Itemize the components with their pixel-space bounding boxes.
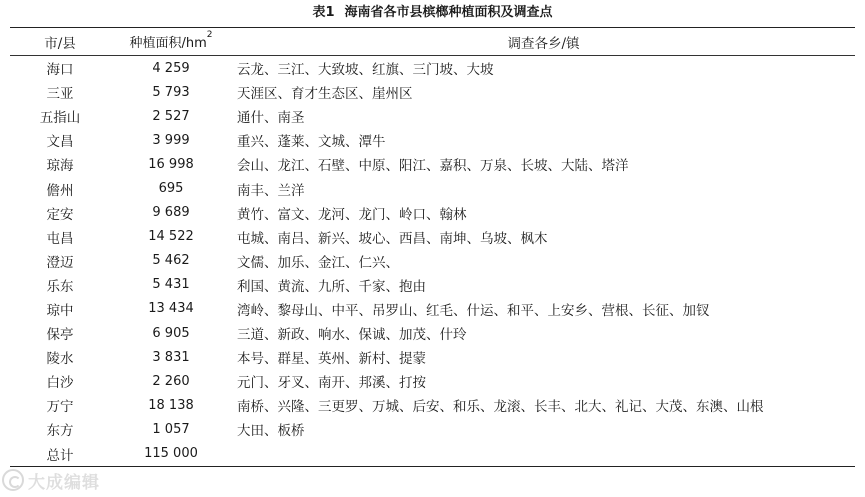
cell-towns: 通什、南圣 [237,110,305,127]
table-row [10,225,855,249]
cell-towns: 南丰、兰洋 [237,182,305,199]
cell-towns [232,442,855,467]
cell-towns: 利国、黄流、九所、千家、抱由 [237,278,426,295]
table-row [10,201,855,225]
cell-area: 14 522 [148,229,194,245]
cell-towns: 大田、板桥 [237,423,305,440]
watermark-logo-icon [2,469,24,491]
table-row [10,321,855,345]
total-row [10,442,855,467]
table-row [10,128,855,152]
cell-city: 琼中 [46,302,74,319]
cell-area: 4 259 [152,60,190,76]
table-row [10,393,855,417]
table-caption [0,3,865,23]
cell-city: 定安 [46,206,74,223]
cell-city: 三亚 [46,86,74,103]
table-row [10,152,855,176]
cell-area: 5 431 [152,277,190,293]
cell-area: 6 905 [152,325,190,341]
cell-city: 海口 [46,62,74,79]
table-row [10,297,855,321]
watermark [2,466,100,494]
cell-area: 3 999 [152,132,190,148]
cell-area: 1 057 [152,421,190,437]
cell-towns: 黄竹、富文、龙河、龙门、岭口、翰林 [237,206,467,223]
cell-area: 13 434 [148,301,194,317]
cell-towns: 重兴、蓬莱、文城、潭牛 [237,134,386,151]
header-city: 市/县 [10,28,110,56]
cell-towns: 会山、龙江、石壁、中原、阳江、嘉积、万泉、长坡、大陆、塔洋 [237,158,629,175]
cell-city: 陵水 [46,351,74,368]
cell-towns: 南桥、兴隆、三更罗、万城、后安、和乐、龙滚、长丰、北大、礼记、大茂、东澳、山根 [237,399,764,416]
cell-area: 18 138 [148,397,194,413]
cell-city: 文昌 [46,134,74,151]
table-row [10,345,855,369]
cell-area: 695 [158,181,184,197]
cell-towns: 屯城、南吕、新兴、坡心、西昌、南坤、乌坡、枫木 [237,230,548,247]
header-area: 种植面积$/hm^2$ [110,28,232,56]
table-row [10,273,855,297]
cell-city: 儋州 [46,182,74,199]
cell-towns: 天涯区、育才生态区、崖州区 [237,86,413,103]
cell-towns: 湾岭、黎母山、中平、吊罗山、红毛、什运、和平、上安乡、营根、长征、加钗 [237,302,710,319]
cell-towns: 元门、牙叉、南开、邦溪、打按 [237,375,426,392]
cell-area: 9 689 [152,205,190,221]
cell-area: 3 831 [152,349,190,365]
data-table [10,27,855,467]
table-number: 表1 [312,5,335,20]
cell-city: 琼海 [46,158,74,175]
cell-towns: 文儒、加乐、金江、仁兴、 [237,254,399,271]
table-row [10,104,855,128]
table-row [10,80,855,104]
cell-towns: 云龙、三江、大致坡、红旗、三门坡、大坡 [237,62,494,79]
cell-area-total: 115 000 [144,446,198,462]
table-title: 海南省各市县槟榔种植面积及调查点 [344,5,553,20]
cell-towns: 本号、群星、英州、新村、提蒙 [237,351,426,368]
cell-city: 乐东 [46,278,74,295]
cell-area: 5 793 [152,84,190,100]
table-row [10,417,855,441]
cell-city: 白沙 [46,375,74,392]
table-row [10,249,855,273]
cell-city: 万宁 [46,399,74,416]
cell-area: 2 527 [152,108,190,124]
watermark-text: 大成编辑 [28,472,100,493]
cell-city: 五指山 [39,110,81,127]
table-row [10,176,855,200]
cell-city: 保亭 [46,327,74,344]
cell-towns: 三道、新政、响水、保诚、加茂、什玲 [237,327,467,344]
header-row [10,28,855,56]
table-row [10,56,855,81]
cell-area: 2 260 [152,373,190,389]
cell-city-total: 总计 [46,447,74,464]
cell-area: 5 462 [152,253,190,269]
cell-city: 澄迈 [46,254,74,271]
header-towns: 调查各乡/镇 [232,28,855,56]
cell-city: 东方 [46,423,74,440]
cell-city: 屯昌 [46,230,74,247]
cell-area: 16 998 [148,156,194,172]
table-row [10,369,855,393]
